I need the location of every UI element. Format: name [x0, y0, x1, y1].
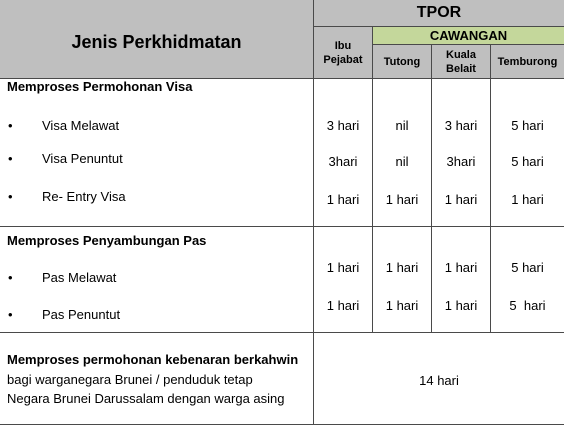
kuala-belait-label: Kuala Belait	[446, 48, 476, 75]
value-tutong: 1 hari	[385, 298, 419, 313]
grid-line	[372, 44, 564, 45]
temburong-label: Temburong	[497, 55, 558, 68]
value-kuala-belait: 3 hari	[444, 118, 478, 133]
value-head-office: 3hari	[328, 154, 358, 169]
value-temburong: 1 hari	[511, 192, 544, 207]
head-office-label: Ibu Pejabat	[323, 39, 363, 66]
column-header-tutong	[373, 45, 431, 78]
value-head-office: 1 hari	[326, 260, 360, 275]
list-bullet: •	[8, 118, 13, 133]
section-description-line: Negara Brunei Darussalam dengan warga asing	[7, 391, 285, 406]
grid-line	[490, 44, 491, 332]
column-header-head-office	[314, 27, 372, 78]
list-bullet: •	[8, 189, 13, 204]
column-header-kuala-belait	[432, 45, 490, 78]
agency-title: TPOR	[416, 4, 462, 21]
section-title: Memproses Penyambungan Pas	[7, 233, 207, 248]
list-bullet: •	[8, 307, 13, 322]
row-label: Pas Melawat	[42, 270, 117, 285]
section-title: Memproses Permohonan Visa	[7, 79, 193, 94]
value-head-office: 1 hari	[326, 192, 360, 207]
merged-value: 14 hari	[419, 373, 459, 388]
row-label: Visa Penuntut	[42, 151, 123, 166]
value-tutong: nil	[395, 154, 409, 169]
value-head-office: 3 hari	[326, 118, 360, 133]
grid-line	[313, 26, 564, 27]
grid-line	[372, 26, 373, 332]
grid-line	[0, 332, 564, 333]
value-kuala-belait: 3hari	[446, 154, 476, 169]
value-tutong: 1 hari	[385, 192, 419, 207]
value-tutong: 1 hari	[385, 260, 419, 275]
list-bullet: •	[8, 151, 13, 166]
tutong-label: Tutong	[383, 55, 421, 68]
service-column-title: Jenis Perkhidmatan	[71, 32, 242, 52]
section-title: Memproses permohonan kebenaran berkahwin	[7, 352, 299, 367]
agency-header	[314, 0, 564, 26]
value-kuala-belait: 1 hari	[444, 192, 478, 207]
service-column-header	[0, 0, 313, 78]
branches-group-header	[373, 27, 564, 44]
value-temburong: 5 hari	[511, 260, 544, 275]
list-bullet: •	[8, 270, 13, 285]
value-kuala-belait: 1 hari	[444, 298, 478, 313]
value-tutong: nil	[395, 118, 409, 133]
row-label: Re- Entry Visa	[42, 189, 126, 204]
value-kuala-belait: 1 hari	[444, 260, 478, 275]
value-head-office: 1 hari	[326, 298, 360, 313]
row-label: Visa Melawat	[42, 118, 120, 133]
value-temburong: 5 hari	[511, 154, 544, 169]
grid-line	[431, 44, 432, 332]
section-description-line: bagi warganegara Brunei / penduduk tetap	[7, 372, 253, 387]
grid-line	[313, 0, 314, 425]
row-label: Pas Penuntut	[42, 307, 121, 322]
value-temburong: 5 hari	[509, 298, 546, 313]
value-temburong: 5 hari	[511, 118, 544, 133]
branches-group-label: CAWANGAN	[429, 28, 508, 43]
column-header-temburong	[491, 45, 564, 78]
grid-line	[0, 226, 564, 227]
